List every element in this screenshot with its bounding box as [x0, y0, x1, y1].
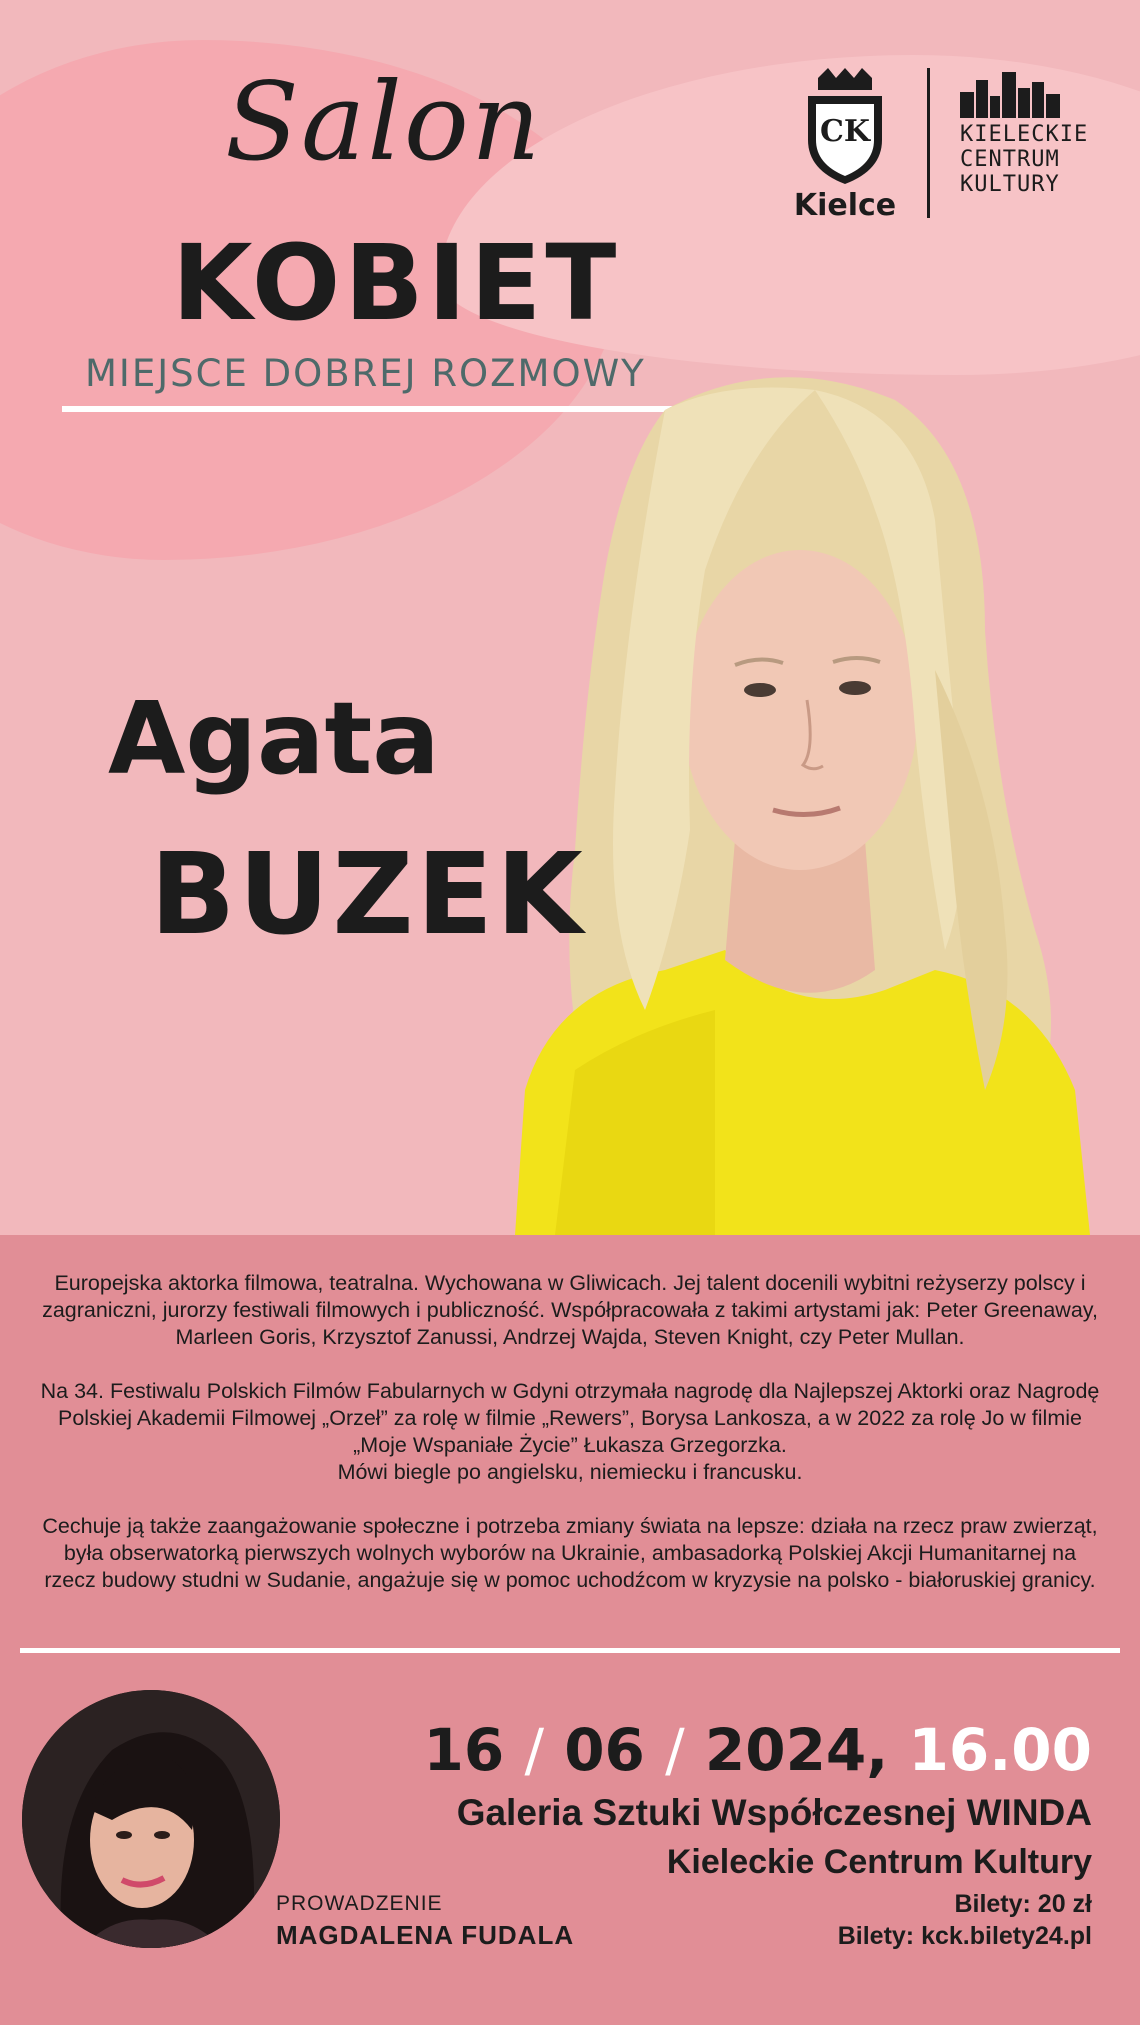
bio-paragraph: Europejska aktorka filmowa, teatralna. Wychowana w Gliwicach. Jej talent docenili wybitni reżyserzy polscy i zagraniczni, jurorzy festiwali filmowych i publiczność. Współpracowała z takimi artystami jak: Peter Greenaway, Marleen Goris, Krzysztof Zanussi, Andrzej Wajda, Steven Knight, czy Peter Mullan. [42, 1271, 1098, 1349]
script-title: Salon [225, 60, 543, 185]
host-photo [22, 1690, 280, 1948]
bio-paragraph: Mówi biegle po angielsku, niemiecku i francusku. [337, 1460, 803, 1484]
event-venue: Galeria Sztuki Współczesnej WINDA [456, 1792, 1092, 1833]
kck-logo [960, 66, 1100, 197]
host-name: MAGDALENA FUDALA [276, 1920, 575, 1950]
bio-paragraph: Cechuje ją także zaangażowanie społeczne i potrzeba zmiany świata na lepsze: działa na rzecz praw zwierząt, była obserwatorką pierwszych wolnych wyborów na Ukrainie, ambasadorką Polskiej Akcji Humanitarnej na rzecz budowy studni w Sudanie, angażuje się w pomoc uchodźcom w kryzysie na polsko - białoruskiej granicy. [42, 1514, 1098, 1592]
emblem-letters: CK [820, 114, 870, 149]
guest-portrait [515, 370, 1095, 1235]
bio-paragraph: Na 34. Festiwalu Polskich Filmów Fabularnych w Gdyni otrzymała nagrodę dla Najlepszej Aktorki oraz Nagrodę Polskiej Akademii Filmowej „Orzeł” za rolę w filmie „Rewers”, Borysa Lankosza, a w 2022 za rolę Jo w filmie „Moje Wspaniałe Życie” Łukasza Grzegorzka. [40, 1379, 1100, 1457]
guest-last-name: BUZEK [150, 830, 586, 960]
kielce-logo [790, 68, 900, 223]
host-label: PROWADZENIE [276, 1892, 443, 1915]
main-title: KOBIET [172, 222, 621, 344]
event-year: 2024, [704, 1716, 889, 1784]
event-organizer: Kieleckie Centrum Kultury [666, 1843, 1092, 1881]
date-separator: / [665, 1716, 685, 1784]
kck-line-2: CENTRUM [960, 147, 1060, 172]
event-day: 16 [423, 1716, 505, 1784]
logo-divider [927, 68, 930, 218]
event-date [424, 1716, 1092, 1784]
date-separator: / [524, 1716, 544, 1784]
event-time: 16.00 [908, 1716, 1092, 1784]
guest-first-name: Agata [108, 680, 440, 797]
kck-line-3: KULTURY [960, 172, 1060, 197]
subtitle: MIEJSCE DOBREJ ROZMOWY [85, 352, 646, 395]
event-month: 06 [564, 1716, 645, 1784]
ticket-url: Bilety: kck.bilety24.pl [837, 1922, 1092, 1950]
city-name: Kielce [793, 188, 897, 223]
buildings-icon [960, 66, 1070, 118]
kck-line-1: KIELECKIE [960, 122, 1089, 147]
bio-text [40, 1270, 1100, 1621]
ticket-price: Bilety: 20 zł [954, 1890, 1092, 1918]
divider [20, 1648, 1120, 1653]
crown-shield-icon [800, 68, 890, 186]
